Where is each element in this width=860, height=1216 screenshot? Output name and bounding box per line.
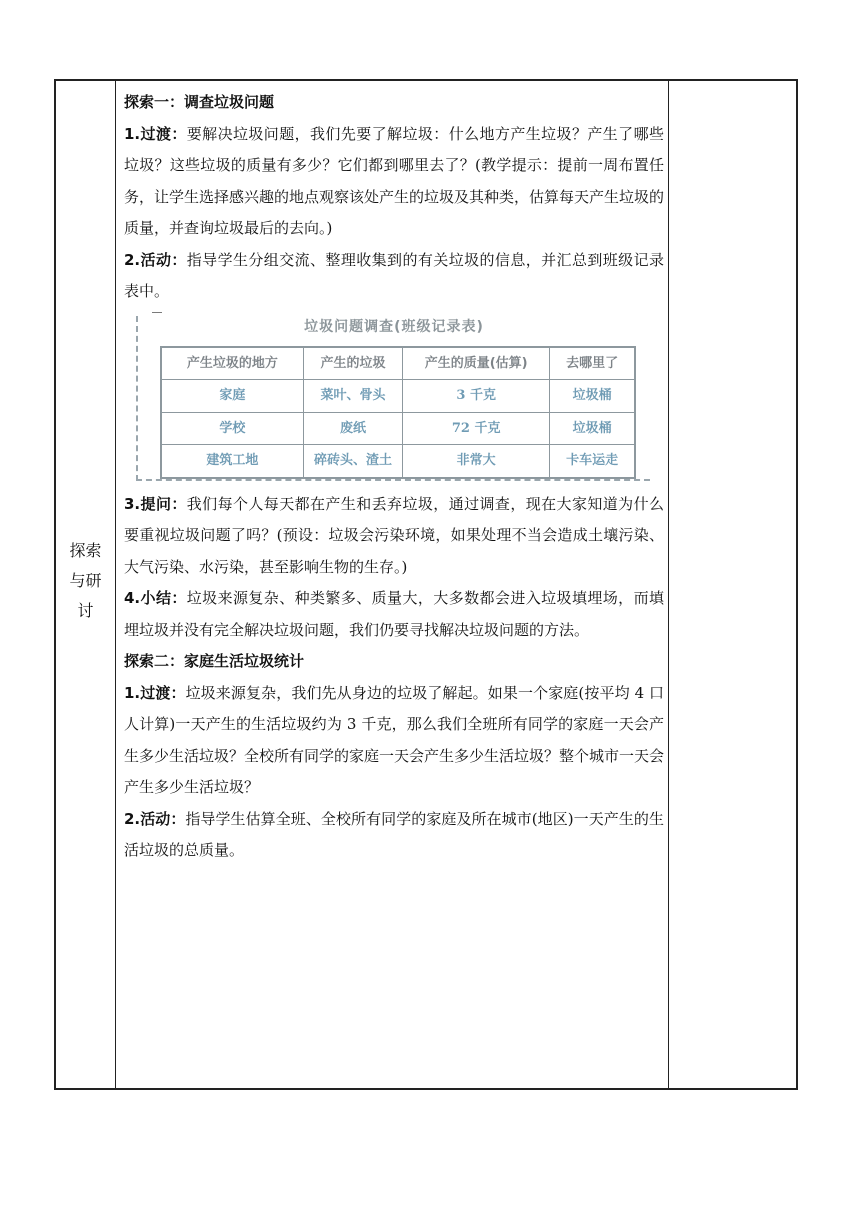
survey-header: 去哪里了 — [550, 347, 635, 380]
survey-header: 产生的质量(估算) — [403, 347, 550, 380]
paragraph — [124, 583, 664, 646]
paragraph-text: 指导学生分组交流、整理收集到的有关垃圾的信息，并汇总到班级记录表中。 — [124, 250, 664, 300]
survey-title: 垃圾问题调查(班级记录表) — [304, 318, 484, 335]
survey-cell: 家庭 — [161, 380, 303, 413]
lesson-table — [54, 79, 798, 1090]
survey-row — [161, 412, 635, 445]
paragraph-label: 2.活动： — [124, 809, 186, 828]
survey-row — [161, 380, 635, 413]
survey-header: 产生垃圾的地方 — [161, 347, 303, 380]
survey-cell: 卡车运走 — [550, 445, 635, 478]
survey-header-row — [161, 347, 635, 380]
paragraph-label: 3.提问： — [124, 494, 187, 513]
survey-image — [136, 316, 650, 481]
survey-cell: 3 千克 — [403, 380, 550, 413]
paragraph-text: 指导学生估算全班、全校所有同学的家庭及所在城市(地区)一天产生的生活垃圾的总质量。 — [124, 809, 664, 859]
row-label — [56, 536, 115, 626]
content-cell — [124, 87, 664, 867]
row-label-line: 讨 — [77, 601, 94, 620]
paragraph — [124, 804, 664, 867]
paragraph-label: 4.小结： — [124, 589, 187, 607]
survey-cell: 学校 — [161, 412, 303, 445]
survey-cell: 废纸 — [303, 412, 403, 445]
column-divider — [115, 81, 116, 1088]
paragraph-text: 要解决垃圾问题，我们先要了解垃圾：什么地方产生垃圾？产生了哪些垃圾？这些垃圾的质量有多少？它们都到哪里去了？(教学提示：提前一周布置任务，让学生选择感兴趣的地点观察该处产生的垃圾及其种类，估算每天产生垃圾的质量，并查询垃圾最后的去向。) — [124, 124, 665, 237]
paragraph-text: 垃圾来源复杂、种类繁多、质量大，大多数都会进入垃圾填埋场，而填埋垃圾并没有完全解决垃圾问题，我们仍要寻找解决垃圾问题的方法。 — [124, 589, 664, 639]
row-label-line: 与研 — [69, 571, 102, 590]
paragraph-text: 垃圾来源复杂，我们先从身边的垃圾了解起。如果一个家庭(按平均 4 口人计算)一天产生的生活垃圾约为 3 千克，那么我们全班所有同学的家庭一天会产生多少生活垃圾？全校所有同学的家庭一天会产生多少生活垃圾？整个城市一天会产生多少生活垃圾？ — [124, 683, 665, 796]
paragraph-label: 1.过渡： — [124, 683, 186, 702]
paragraph — [124, 245, 664, 308]
survey-cell: 垃圾桶 — [550, 412, 635, 445]
section-heading: 探索一：调查垃圾问题 — [124, 93, 275, 111]
row-label-line: 探索 — [69, 541, 102, 560]
survey-header: 产生的垃圾 — [303, 347, 403, 380]
survey-table — [160, 346, 636, 479]
survey-cell: 72 千克 — [403, 412, 550, 445]
column-divider — [668, 81, 669, 1088]
survey-row — [161, 445, 635, 478]
section-heading: 探索二：家庭生活垃圾统计 — [124, 652, 305, 670]
survey-cell: 菜叶、骨头 — [303, 380, 403, 413]
survey-cell: 建筑工地 — [161, 445, 303, 478]
paragraph — [124, 489, 664, 584]
survey-cell: 碎砖头、渣土 — [303, 445, 403, 478]
paragraph-label: 1.过渡： — [124, 124, 187, 143]
survey-cell: 垃圾桶 — [550, 380, 635, 413]
paragraph-text: 我们每个人每天都在产生和丢弃垃圾，通过调查，现在大家知道为什么要重视垃圾问题了吗？(预设：垃圾会污染环境，如果处理不当会造成土壤污染、大气污染、水污染，甚至影响生物的生存。) — [124, 494, 664, 576]
paragraph — [124, 119, 664, 245]
image-mark — [152, 312, 162, 313]
paragraph — [124, 678, 664, 804]
survey-cell: 非常大 — [403, 445, 550, 478]
paragraph-label: 2.活动： — [124, 250, 187, 269]
